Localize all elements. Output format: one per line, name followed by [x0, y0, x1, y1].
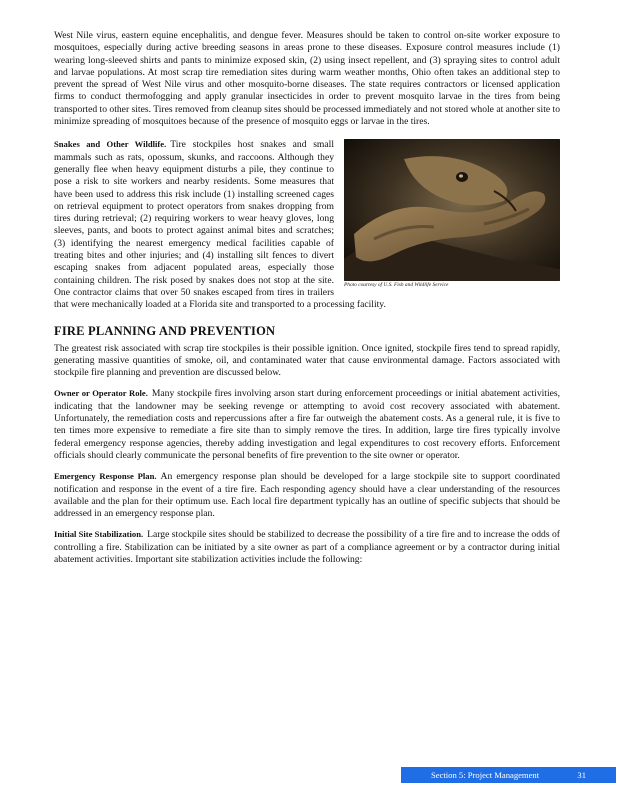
footer-section-label: Section 5: Project Management — [431, 770, 540, 780]
owner-heading: Owner or Operator Role. — [54, 388, 148, 399]
stabilization-paragraph — [54, 528, 560, 566]
emergency-heading: Emergency Response Plan. — [54, 471, 157, 482]
owner-paragraph — [54, 387, 560, 462]
section-heading: FIRE PLANNING AND PREVENTION — [54, 323, 276, 338]
photo-caption: Photo courtesy of U.S. Fish and Wildlife Service — [344, 282, 449, 289]
intro-paragraph: West Nile virus, eastern equine encephalitis, and dengue fever. Measures should be taken to control on-site worker exposure to mosquitoes, especially during active breeding seasons in areas prone to these diseases. Exposure control measures include (1) wearing long-sleeved shirts and pants to minimize exposed skin, (2) using insect repellent, and (3) spraying sites to control adult and larvae populations. At most scrap tire remediation sites during warm weather months, Ohio often takes an additional step to prevent the spread of West Nile virus and other mosquito-borne diseases. The state requires contractors or licensed application firms to conduct thermofogging and apply granular insecticides in order to prevent mosquito larvae in the tires from being transported to other sites. Tires removed from cleanup sites should be processed immediately and not stored whole at another site to minimize spreading of mosquitoes because of the presence of mosquito eggs or larvae in the tires. — [54, 30, 560, 128]
emergency-paragraph — [54, 470, 560, 520]
stabilization-text: Large stockpile sites should be stabilized to decrease the possibility of a tire fire and to increase the odds of controlling a fire. Stabilization can be initiated by a site owner as part of a compliance agreement or by a contractor during initial abatement activities. Important site stabilization activities include the following: — [54, 529, 560, 565]
snake-photo-figure — [344, 139, 560, 289]
owner-text: Many stockpile fires involving arson start during enforcement proceedings or initial abatement activities, indicating that the landowner may be seeking revenge or attempting to avoid cost recovery associated with abatement. Unfortunately, the remediation costs and repercussions after a fire far outweigh the abatement costs. As a general rule, it is five to ten times more expensive to remediate a fire site than to simply remove the tires. In addition, large tire fires typically involve federal emergency response agencies, thereby adding investigation and legal expenditures to cost recovery efforts. Enforcement officials should clearly communicate the personal benefits of fire prevention to the site owner or operator. — [54, 388, 560, 461]
stabilization-heading: Initial Site Stabilization. — [54, 529, 144, 540]
snakes-text: Tire stockpiles host snakes and small mammals such as rats, opossum, skunks, and raccoons. Although they generally flee when heavy equipment disturbs a pile, they continue to pose a risk to site workers and nearby residents. Some measures that have been used to address this risk include (1) installing screened cages on retrieval equipment to protect operators from snakes dropping from tires during retrieval; (2) requiring workers to wear heavy gloves, long sleeves, pants, and boots to protect against animal bites and scratches; (3) identifying the nearest emergency medical facilities capable of treating bites and other injuries; and (4) installing silt fences to divert escaping snakes from adjacent populated areas, especially those containing children. The risk posed by snakes does not stop at the site. One contractor claims that over 50 snakes escaped from tires in trailers that were mechanically loaded at a Florida site and transported to a processing facility. — [54, 139, 386, 311]
page-footer — [401, 767, 616, 783]
snake-photo — [344, 139, 560, 281]
fire-intro-paragraph: The greatest risk associated with scrap tire stockpiles is their possible ignition. Once ignited, stockpile fires tend to spread rapidly, generating massive quantities of smoke, oil, and contaminated water that cause environmental damage. Factors associated with stockpile fire planning and prevention are discussed below. — [54, 342, 560, 379]
emergency-text: An emergency response plan should be developed for a large stockpile site to support coordinated notification and response in the event of a tire fire. Each responding agency should have a clear understanding of the resources available and the plan for their optimum use. Each local fire department typically has an outline of specific subjects that should be addressed in an emergency response plan. — [54, 471, 560, 520]
page-number: 31 — [577, 770, 586, 780]
page-content — [54, 30, 560, 574]
snakes-section — [54, 138, 560, 311]
snakes-heading: Snakes and Other Wildlife. — [54, 139, 167, 150]
